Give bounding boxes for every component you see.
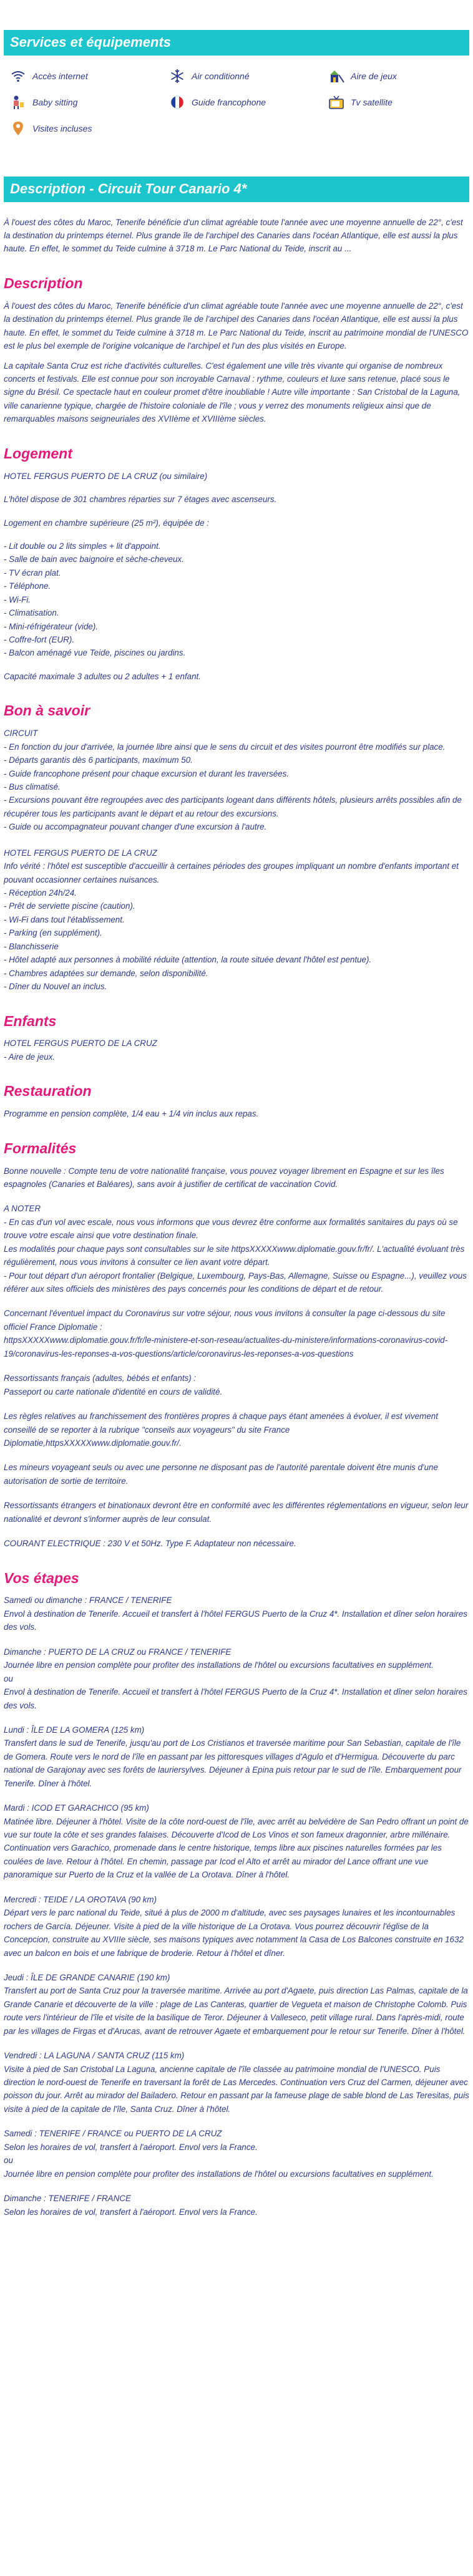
enfants-line: - Aire de jeux. <box>4 1052 56 1062</box>
day-heading: Mardi : ICOD ET GARACHICO (95 km) <box>4 1803 149 1813</box>
list-item: - Départs garantis dès 6 participants, maximum 50. <box>4 755 193 765</box>
day-heading: Dimanche : PUERTO DE LA CRUZ ou FRANCE / TENERIFE <box>4 1647 232 1657</box>
day-text: Envol à destination de Tenerife. Accueil et transfert à l'hôtel FERGUS Puerto de la Cruz 4*. Installation et dîner selon horaires des vols. <box>4 1609 467 1632</box>
wifi-icon <box>10 68 26 84</box>
playground-icon <box>328 68 344 84</box>
intro-text: À l'ouest des côtes du Maroc, Tenerife bénéficie d'un climat agréable toute l'année avec une moyenne annuelle de 22°, c'est la destination du printemps éternel. Plus grande île de l'archipel des Canaries dans l'océan Atlantique, elle est aussi la plus haute. En effet, le sommet du Teide culmine à 3718 m. Le Parc National du Teide, inscrit au ... <box>4 217 463 254</box>
service-label: Accès internet <box>32 70 88 81</box>
page <box>0 30 473 2219</box>
bon-heading: Bon à savoir <box>4 702 90 719</box>
day-text: ou <box>4 2156 13 2166</box>
day-block <box>4 2049 469 2116</box>
logement-list <box>4 540 469 660</box>
list-item: - Guide ou accompagnateur pouvant changer d'une excursion à l'autre. <box>4 822 267 832</box>
day-block <box>4 1801 469 1882</box>
service-item <box>10 68 169 84</box>
list-item: - Climatisation. <box>4 608 59 618</box>
list-item: - Excursions pouvant être regroupées avec des participants logeant dans différents hôtels, plusieurs arrêts possibles afin de récupérer tous les participants avant le départ et au retour des excursions. <box>4 795 462 818</box>
list-item: - Réception 24h/24. <box>4 888 77 898</box>
logement-line: Logement en chambre supérieure (25 m²), équipée de : <box>4 518 210 528</box>
logement-line: L'hôtel dispose de 301 chambres réparties sur 7 étages avec ascenseurs. <box>4 495 277 505</box>
list-item: - TV écran plat. <box>4 568 61 578</box>
etapes-heading: Vos étapes <box>4 1569 79 1586</box>
list-item: - Bus climatisé. <box>4 782 61 792</box>
service-label: Tv satellite <box>351 97 393 107</box>
service-label: Aire de jeux <box>351 70 397 81</box>
baby-icon <box>10 94 26 110</box>
list-item: - Balcon aménagé vue Teide, piscines ou jardins. <box>4 648 186 658</box>
formalites-paragraph: Les modalités pour chaque pays sont consultables sur le site httpsXXXXXwww.diplomatie.gouv.fr/fr/. L'actualité évoluant très régulièrement, nous vous invitons à consulter ce lien avant votre départ. <box>4 1244 465 1267</box>
description-title-bar: Description - Circuit Tour Canario 4* <box>4 177 469 202</box>
enfants-heading: Enfants <box>4 1012 57 1029</box>
service-label: Visites incluses <box>32 123 92 133</box>
list-item: - Wi-Fi. <box>4 594 31 604</box>
day-block <box>4 1723 469 1790</box>
description-paragraph: La capitale Santa Cruz est riche d'activités culturelles. C'est également une ville très vivante qui organise de nombreux concerts et festivals. Elle est connue pour son incroyable Carnaval : rythme, couleurs et luxe sans retenue, placé sous le signe du Brésil. Ce spectacle haut en couleur promet d'être inoubliable ! Autre ville importante : San Cristobal de la Laguna, ville canarienne typique, chargée de l'histoire coloniale de l'île ; vous y verrez des monuments religieux ainsi que de remarquables maisons seigneuriales des XVIIème et XVIIIème siècles. <box>4 361 461 424</box>
restauration-line: Programme en pension complète, 1/4 eau + 1/4 vin inclus aux repas. <box>4 1109 259 1119</box>
service-label: Air conditionné <box>192 70 250 81</box>
day-heading: Mercredi : TEIDE / LA OROTAVA (90 km) <box>4 1894 157 1904</box>
list-item: - Guide francophone présent pour chaque excursion et durant les traversées. <box>4 768 290 778</box>
logement-capacity: Capacité maximale 3 adultes ou 2 adultes + 1 enfant. <box>4 671 201 681</box>
logement-hotel: HOTEL FERGUS PUERTO DE LA CRUZ (ou similaire) <box>4 471 208 481</box>
list-item: - En fonction du jour d'arrivée, la journée libre ainsi que le sens du circuit et des visites pourront être modifiés sur place. <box>4 742 446 752</box>
formalites-paragraph: Passeport ou carte nationale d'identité en cours de validité. <box>4 1387 223 1397</box>
service-item <box>169 68 328 84</box>
tv-icon <box>328 94 344 110</box>
enfants-hotel: HOTEL FERGUS PUERTO DE LA CRUZ <box>4 1039 157 1048</box>
french-flag-icon <box>169 94 185 110</box>
day-text: Matinée libre. Déjeuner à l'hôtel. Visite de la côte nord-ouest de l'île, avec arrêt au belvédère de San Pedro offrant un point de vue sur toute la côte et ses grandes falaises. Découverte d'Icod de Los Vinos et son fameux dragonnier, arbre millénaire. Continuation vers Garachico, promenade dans le centre historique, temps libre aux piscines naturelles formées par les coulées de lave. Retour à l'hôtel. En chemin, passage par Icod el Alto et arrêt au mirador del Lance offrant une vue panoramique sur Puerto de la Cruz et la vallée de La Orotava. Dîner à l'hôtel. <box>4 1816 469 1880</box>
service-item <box>10 94 169 110</box>
logement-heading: Logement <box>4 445 72 462</box>
services-title-bar: Services et équipements <box>4 30 469 56</box>
description-paragraph: À l'ouest des côtes du Maroc, Tenerife bénéficie d'un climat agréable toute l'année avec une moyenne annuelle de 22°, c'est la destination du printemps éternel. Plus grande île de l'archipel des Canaries dans l'océan Atlantique, elle est aussi la plus haute. En effet, le sommet du Teide culmine à 3718 m. Le Parc National du Teide, inscrit au patrimoine mondial de l'UNESCO est le plus bel exemple de l'origine volcanique de l'archipel et l'un des plus visités en Europe. <box>4 301 469 351</box>
snowflake-icon <box>169 68 185 84</box>
day-block <box>4 2127 469 2181</box>
formalites-paragraph: Les règles relatives au franchissement des frontières propres à chaque pays étant amenées à évoluer, il est vivement conseillé de se reporter à la rubrique "conseils aux voyageurs" du site France Diplomatie,httpsXXXXXwww.diplomatie.gouv.fr/. <box>4 1411 438 1448</box>
map-pin-icon <box>10 120 26 137</box>
restauration-heading: Restauration <box>4 1083 92 1100</box>
day-heading: Samedi : TENERIFE / FRANCE ou PUERTO DE LA CRUZ <box>4 2129 222 2139</box>
day-text: Journée libre en pension complète pour profiter des installations de l'hôtel ou excursions facultatives en supplément. <box>4 1660 434 1670</box>
service-item <box>328 94 473 110</box>
day-text: Visite à pied de San Cristobal La Laguna, ancienne capitale de l'île classée au patrimoine mondial de l'UNESCO. Puis direction le nord-ouest de Tenerife en traversant la forêt de Las Mercedes. Continuation vers Cruz del Carmen, déjeuner avec poisson du jour. Arrêt au mirador del Bailadero. Retour en passant par la fameuse plage de sable blond de Las Teresitas, puis visite à pied de la capitale de l'île, Santa Cruz. Dîner à l'hôtel. <box>4 2064 469 2114</box>
day-text: ou <box>4 1673 13 1683</box>
list-item: - Téléphone. <box>4 581 51 591</box>
list-item: - Hôtel adapté aux personnes à mobilité réduite (attention, la route située devant l'hôtel est pentue). <box>4 955 372 965</box>
list-item: - Parking (en supplément). <box>4 928 102 938</box>
day-text: Départ vers le parc national du Teide, situé à plus de 2000 m d'altitude, avec ses paysages lunaires et les incontournables rochers de García. Déjeuner. Visite à pied de la ville historique de La Orotava. Vous pourrez découvrir l'église de la Concepcion, construite au XVIIIe siècle, ses maisons typiques avec notamment la Casa de Los Balcones construite en 1632 avec un balcon en bois et une fabrique de broderie. Retour à l'hôtel et dîner. <box>4 1908 464 1958</box>
day-block <box>4 1893 469 1960</box>
formalites-paragraph: - En cas d'un vol avec escale, nous vous informons que vous devrez être conforme aux formalités sanitaires du pays où se trouve votre escale ainsi que votre destination finale. <box>4 1217 458 1241</box>
list-item: - Wi-Fi dans tout l'établissement. <box>4 914 125 924</box>
service-item <box>10 120 169 137</box>
formalites-paragraph: - Pour tout départ d'un aéroport frontalier (Belgique, Luxembourg, Pays-Bas, Allemagne, Suisse ou Espagne...), veuillez vous référer aux sites officiels des ministères des pays concernés pour les conditions de départ et de retour. <box>4 1271 467 1294</box>
formalites-paragraph: COURANT ELECTRIQUE : 230 V et 50Hz. Type F. Adaptateur non nécessaire. <box>4 1539 296 1549</box>
day-text: Transfert au port de Santa Cruz pour la traversée maritime. Arrivée au port d'Agaete, puis direction Las Palmas, capitale de la Grande Canarie et découverte de la ville : plage de Las Canteras, quartier de Vegueta et maison de Christophe Colomb. Puis route vers l'intérieur de l'île et visite de la basilique de Teror. Déjeuner à Valleseco, petit village rural. Dans l'après-midi, route par les villages de Firgas et d'Arucas, avant de retrouver Agaete et embarquement pour le retour sur Tenerife. Dîner à l'hôtel. <box>4 1986 468 2036</box>
formalites-link[interactable]: httpsXXXXXwww.diplomatie.gouv.fr/fr/le-ministere-et-son-reseau/actualites-du-ministere/informations-coronavirus-covid-19/coronavirus-les-reponses-a-vos-questions/article/coronavirus-les-reponses-a-vos-questions <box>4 1335 448 1358</box>
day-block <box>4 1645 469 1712</box>
list-item: - Dîner du Nouvel an inclus. <box>4 982 107 992</box>
day-heading: Vendredi : LA LAGUNA / SANTA CRUZ (115 km) <box>4 2051 185 2061</box>
day-block <box>4 1971 469 2038</box>
formalites-paragraph: Ressortissants étrangers et binationaux devront être en conformité avec les différentes réglementations en vigueur, selon leur nationalité et devront s'informer auprès de leur consulat. <box>4 1501 469 1524</box>
list-item: - Coffre-fort (EUR). <box>4 635 75 644</box>
day-block <box>4 2192 469 2219</box>
day-block <box>4 1594 469 1634</box>
bon-hotel-heading: HOTEL FERGUS PUERTO DE LA CRUZ <box>4 848 157 858</box>
list-item: - Lit double ou 2 lits simples + lit d'appoint. <box>4 541 161 551</box>
list-item: - Blanchisserie <box>4 941 59 951</box>
day-text: Selon les horaires de vol, transfert à l'aéroport. Envol vers la France. <box>4 2207 258 2217</box>
list-item: Info vérité : l'hôtel est susceptible d'accueillir à certaines périodes des groupes impliquant un nombre d'enfants important et pouvant occasionner certaines nuisances. <box>4 861 459 884</box>
day-text: Journée libre en pension complète pour profiter des installations de l'hôtel ou excursions facultatives en supplément. <box>4 2169 434 2179</box>
formalites-heading: Formalités <box>4 1140 77 1156</box>
day-text: Transfert dans le sud de Tenerife, jusqu'au port de Los Cristianos et traversée maritime pour San Sebastian, capitale de l'île de Gomera. Route vers le nord de l'île en passant par les pittoresques villages d'Agulo et d'Hermigua. Découverte du parc national de Garajonay avec ses forêts de lauriersylves. Déjeuner à Epina puis retour par le sud de l'île. Embarquement pour Tenerife. Dîner à l'hôtel. <box>4 1738 462 1788</box>
day-heading: Dimanche : TENERIFE / FRANCE <box>4 2194 131 2204</box>
service-label: Baby sitting <box>32 97 78 107</box>
list-item: - Prêt de serviette piscine (caution). <box>4 901 135 911</box>
services-grid <box>4 56 469 137</box>
list-item: - Salle de bain avec baignoire et sèche-cheveux. <box>4 554 184 564</box>
day-heading: Jeudi : ÎLE DE GRANDE CANARIE (190 km) <box>4 1972 170 1982</box>
formalites-paragraph: Concernant l'éventuel impact du Coronavirus sur votre séjour, nous vous invitons à consulter la page ci-dessous du site officiel France Diplomatie : <box>4 1309 446 1332</box>
day-heading: Lundi : ÎLE DE LA GOMERA (125 km) <box>4 1725 145 1735</box>
day-text: Selon les horaires de vol, transfert à l'aéroport. Envol vers la France. <box>4 2142 258 2152</box>
formalites-paragraph: Bonne nouvelle : Compte tenu de votre nationalité française, vous pouvez voyager librement en Espagne et sur les îles espagnoles (Canaries et Baléares), sans avoir à justifier de certificat de vaccination Covid. <box>4 1166 444 1189</box>
day-text: Envol à destination de Tenerife. Accueil et transfert à l'hôtel FERGUS Puerto de la Cruz 4*. Installation et dîner selon horaires des vols. <box>4 1687 467 1710</box>
list-item: - Mini-réfrigérateur (vide). <box>4 621 99 631</box>
list-item: - Chambres adaptées sur demande, selon disponibilité. <box>4 968 208 978</box>
formalites-note-heading: A NOTER <box>4 1204 41 1214</box>
day-heading: Samedi ou dimanche : FRANCE / TENERIFE <box>4 1595 172 1605</box>
service-item <box>328 68 473 84</box>
service-item <box>169 94 328 110</box>
description-heading: Description <box>4 274 83 291</box>
service-label: Guide francophone <box>192 97 266 107</box>
formalites-paragraph: Les mineurs voyageant seuls ou avec une personne ne disposant pas de l'autorité parentale doivent être munis d'une autorisation de sortie de territoire. <box>4 1463 438 1486</box>
bon-circuit-heading: CIRCUIT <box>4 729 38 738</box>
formalites-paragraph: Ressortissants français (adultes, bébés et enfants) : <box>4 1373 197 1383</box>
